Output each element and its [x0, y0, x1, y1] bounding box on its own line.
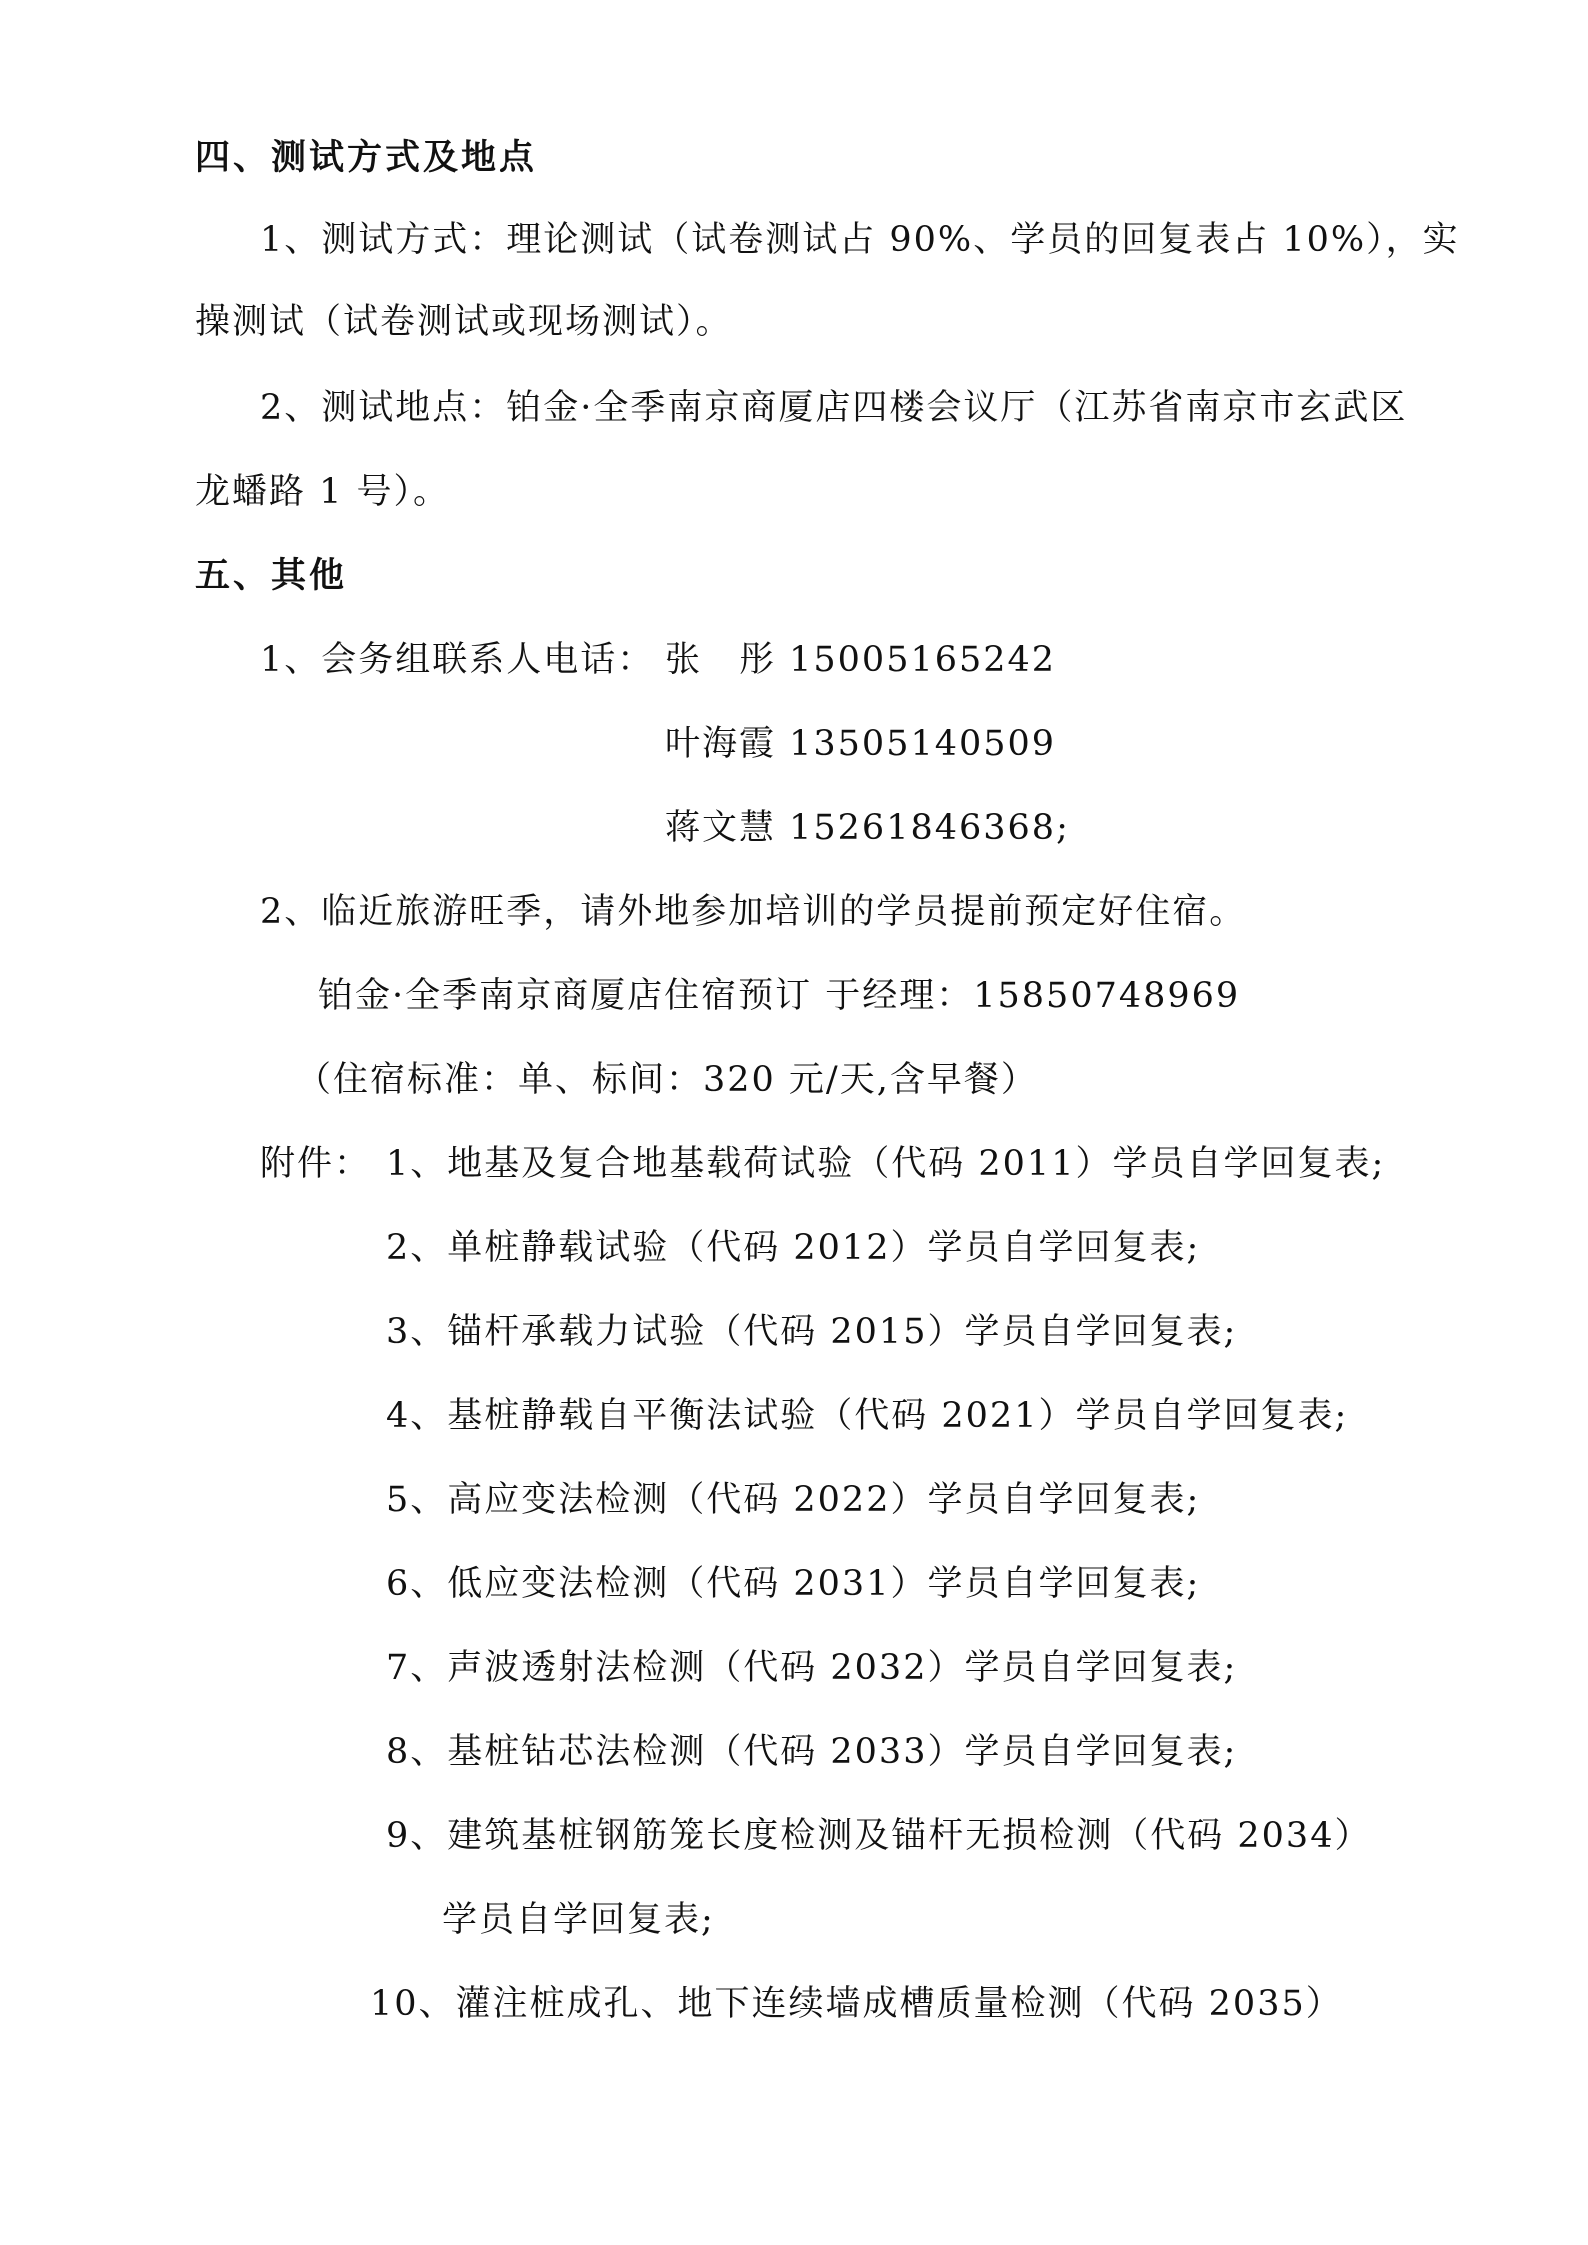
section-5-heading: 五、其他: [195, 556, 348, 596]
hotel-booking: 铂金·全季南京商厦店住宿预订 于经理：15850748969: [318, 976, 1241, 1016]
attachment-item: 7、声波透射法检测（代码 2032）学员自学回复表;: [386, 1648, 1238, 1688]
test-location-line-1: 2、测试地点：铂金·全季南京商厦店四楼会议厅（江苏省南京市玄武区: [260, 388, 1408, 428]
contact-entry: 张 彤 15005165242: [665, 640, 1057, 680]
test-location-line-2: 龙蟠路 1 号）。: [195, 472, 451, 512]
test-method-line-1: 1、测试方式：理论测试（试卷测试占 90%、学员的回复表占 10%），实: [260, 220, 1460, 260]
test-method-line-2: 操测试（试卷测试或现场测试）。: [195, 302, 733, 342]
attachment-item: 3、锚杆承载力试验（代码 2015）学员自学回复表;: [386, 1312, 1238, 1352]
attachment-item: 2、单桩静载试验（代码 2012）学员自学回复表;: [386, 1228, 1201, 1268]
attachment-item: 4、基桩静载自平衡法试验（代码 2021）学员自学回复表;: [386, 1396, 1349, 1436]
attachment-item-continuation: 学员自学回复表;: [442, 1900, 715, 1940]
attachment-item: 6、低应变法检测（代码 2031）学员自学回复表;: [386, 1564, 1201, 1604]
contact-entry: 叶海霞 13505140509: [665, 724, 1057, 764]
attachments-label: 附件：: [260, 1144, 372, 1184]
attachment-item: 5、高应变法检测（代码 2022）学员自学回复表;: [386, 1480, 1201, 1520]
attachment-item: 1、地基及复合地基载荷试验（代码 2011）学员自学回复表;: [386, 1144, 1386, 1184]
attachment-item: 10、灌注桩成孔、地下连续墙成槽质量检测（代码 2035）: [370, 1984, 1343, 2024]
contact-entry: 蒋文慧 15261846368;: [665, 808, 1070, 848]
accommodation-note: 2、临近旅游旺季，请外地参加培训的学员提前预定好住宿。: [260, 892, 1247, 932]
section-4-heading: 四、测试方式及地点: [195, 138, 538, 178]
attachment-item: 9、建筑基桩钢筋笼长度检测及锚杆无损检测（代码 2034）: [386, 1816, 1372, 1856]
attachment-item: 8、基桩钻芯法检测（代码 2033）学员自学回复表;: [386, 1732, 1238, 1772]
hotel-standard: （住宿标准：单、标间：320 元/天,含早餐）: [296, 1060, 1038, 1100]
contacts-label: 1、会务组联系人电话：: [260, 640, 655, 680]
